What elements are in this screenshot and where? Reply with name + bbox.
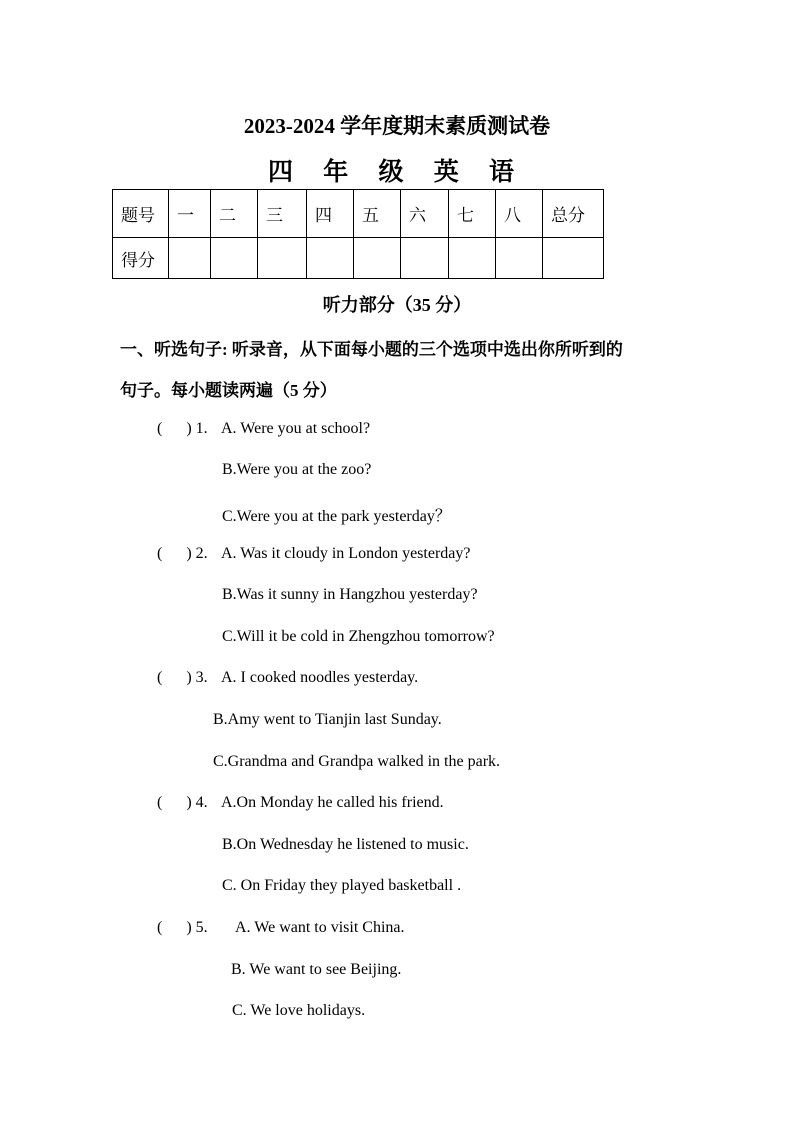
question-3-option-b: B.Amy went to Tianjin last Sunday. xyxy=(213,711,442,728)
question-5-option-b: B. We want to see Beijing. xyxy=(231,961,402,978)
score-cell-4: 四 xyxy=(307,190,354,238)
score-blank[interactable] xyxy=(211,238,258,279)
score-blank[interactable] xyxy=(496,238,543,279)
score-blank[interactable] xyxy=(169,238,211,279)
score-cell-total: 总分 xyxy=(543,190,604,238)
question-2-option-b: B.Was it sunny in Hangzhou yesterday? xyxy=(222,586,478,603)
score-table xyxy=(112,189,604,279)
section-title: 听力部分（35 分） xyxy=(322,295,472,315)
question-3-option-c: C.Grandma and Grandpa walked in the park. xyxy=(213,753,501,770)
score-blank[interactable] xyxy=(307,238,354,279)
question-1-option-b: B.Were you at the zoo? xyxy=(222,461,372,478)
question-3-option-a: A. I cooked noodles yesterday. xyxy=(221,669,419,686)
question-5-prefix: ( ) 5. xyxy=(157,919,208,936)
question-4-option-b: B.On Wednesday he listened to music. xyxy=(222,836,469,853)
question-1-option-a: A. Were you at school? xyxy=(221,420,371,437)
question-2-option-a: A. Was it cloudy in London yesterday? xyxy=(221,545,471,562)
question-3-prefix: ( ) 3. xyxy=(157,669,208,686)
instruction-line-1: 一、听选句子: 听录音，从下面每小题的三个选项中选出你所听到的 xyxy=(120,340,623,359)
score-cell-label: 题号 xyxy=(113,190,169,238)
score-cell-8: 八 xyxy=(496,190,543,238)
question-4-prefix: ( ) 4. xyxy=(157,794,208,811)
score-cell-2: 二 xyxy=(211,190,258,238)
question-4-option-c: C. On Friday they played basketball . xyxy=(222,877,462,894)
score-table-header-row xyxy=(113,190,604,238)
score-blank[interactable] xyxy=(258,238,307,279)
score-blank[interactable] xyxy=(543,238,604,279)
exam-subtitle: 四 年 级 英 语 xyxy=(267,159,526,186)
question-1-prefix: ( ) 1. xyxy=(157,420,208,437)
score-cell-1: 一 xyxy=(169,190,211,238)
score-table-score-row xyxy=(113,238,604,279)
question-2-prefix: ( ) 2. xyxy=(157,545,208,562)
score-row-label: 得分 xyxy=(113,238,169,279)
question-4-option-a: A.On Monday he called his friend. xyxy=(221,794,444,811)
exam-title: 2023-2024 学年度期末素质测试卷 xyxy=(243,114,551,138)
score-blank[interactable] xyxy=(449,238,496,279)
score-cell-7: 七 xyxy=(449,190,496,238)
score-blank[interactable] xyxy=(401,238,449,279)
score-cell-3: 三 xyxy=(258,190,307,238)
instruction-line-2: 句子。每小题读两遍（5 分） xyxy=(120,381,337,400)
score-blank[interactable] xyxy=(354,238,401,279)
question-5-option-c: C. We love holidays. xyxy=(232,1002,366,1019)
score-cell-6: 六 xyxy=(401,190,449,238)
question-5-option-a: A. We want to visit China. xyxy=(235,919,405,936)
score-cell-5: 五 xyxy=(354,190,401,238)
question-1-option-c: C.Were you at the park yesterday？ xyxy=(222,508,451,525)
question-2-option-c: C.Will it be cold in Zhengzhou tomorrow? xyxy=(222,628,495,645)
